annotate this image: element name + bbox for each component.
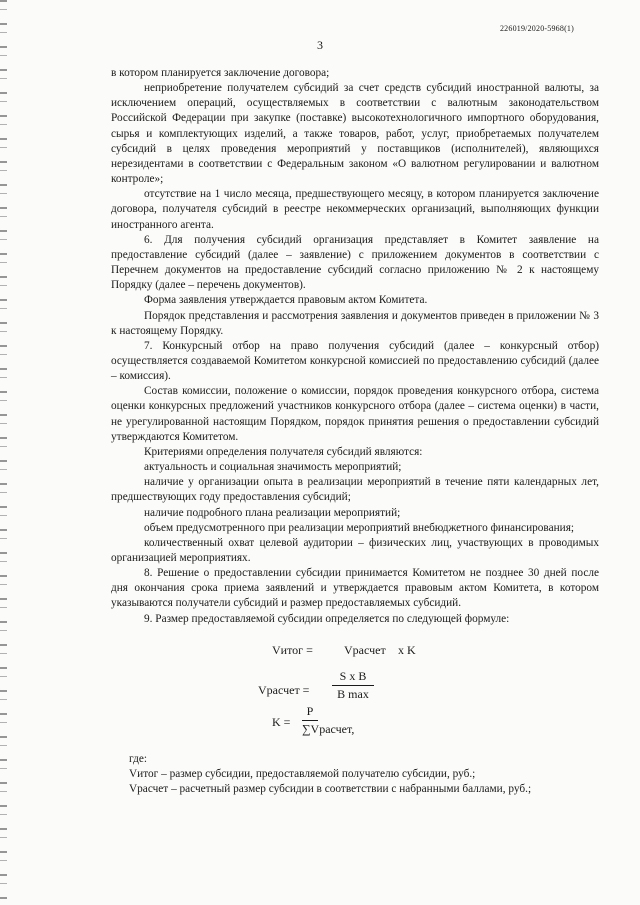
paragraph: объем предусмотренного при реализации мероприятий внебюджетного финансирования;: [144, 521, 575, 534]
paragraph: отсутствие на 1 число месяца, предшествующего месяцу, в котором планируется заключение договора, получателя субсидий в реестре некоммерческих организаций, выполняющих функции иностранного агента.: [111, 188, 599, 231]
definition-v-itog: Vитог – размер субсидии, предоставляемой получателю субсидии, руб.;: [129, 768, 476, 781]
paragraph: Форма заявления утверждается правовым актом Комитета.: [144, 294, 428, 307]
fraction-numerator: S x B: [332, 669, 374, 686]
fraction-numerator: P: [302, 704, 318, 721]
paragraph: Состав комиссии, положение о комиссии, порядок проведения конкурсного отбора, система оценки конкурсных предложений участников конкурсного отбора (далее – система оценки) в части, не урегулированной настоящим Порядком, порядок принятия решения о предоставлении субсидий утверждаются Комитетом.: [111, 385, 599, 443]
paragraph: Критериями определения получателя субсидий являются:: [144, 445, 423, 458]
page-number: 3: [317, 38, 323, 52]
paragraph: количественный охват целевой аудитории – физических лиц, участвующих в проводимых организацией мероприятиях.: [111, 536, 599, 564]
paragraph: наличие у организации опыта в реализации мероприятий в течение пяти календарных лет, предшествующих году предоставления субсидий;: [111, 476, 599, 504]
document-number: 226019/2020-5968(1): [499, 24, 574, 33]
paragraph: Порядок представления и рассмотрения заявления и документов приведен в приложении № 3 к настоящему Порядку.: [111, 309, 599, 337]
paragraph: актуальность и социальная значимость мероприятий;: [144, 461, 402, 474]
fraction-denominator: ∑Vрасчет,: [302, 722, 355, 736]
formula-fraction-k: [302, 704, 366, 737]
paragraph: 9. Размер предоставляемой субсидии определяется по следующей формуле:: [144, 612, 510, 625]
formula-v-raschet-label: Vрасчет =: [258, 683, 310, 697]
paragraph: 8. Решение о предоставлении субсидии принимается Комитетом не позднее 30 дней после дня окончания срока приема заявлений и утверждается правовым актом Комитета, в котором указываются получатели субсидий и размер предоставляемых субсидий.: [111, 567, 599, 610]
fraction-denominator: B max: [337, 687, 369, 701]
document-body: [111, 66, 599, 627]
definitions-intro: где:: [129, 753, 147, 765]
definition-v-raschet: Vрасчет – расчетный размер субсидии в соответствии с набранными баллами, руб.;: [129, 783, 532, 796]
paragraph: 7. Конкурсный отбор на право получения субсидий (далее – конкурсный отбор) осуществляется создаваемой Комитетом конкурсной комиссией по предоставлению субсидий (далее – комиссия).: [111, 339, 599, 383]
paragraph: 6. Для получения субсидий организация представляет в Комитет заявление на предоставление субсидий (далее – заявление) с приложением документов в соответствии с Перечнем документов на предоставление субсидий согласно приложению № 2 к настоящему Порядку (далее – перечень документов).: [111, 233, 599, 292]
paragraph: наличие подробного плана реализации мероприятий;: [144, 506, 401, 519]
formula-v-itog-label: Vитог =: [272, 643, 313, 657]
formula-k-term: x K: [398, 643, 416, 657]
formula-v-raschet-term: Vрасчет: [344, 643, 386, 657]
formula-definitions: [111, 752, 599, 798]
paragraph: неприобретение получателем субсидий за счет средств субсидий иностранной валюты, за исключением операций, осуществляемых в соответствии с валютным законодательством Российской Федерации при закупке (поставке) высокотехнологичного импортного оборудования, сырья и комплектующих изделий, а также товаров, работ, услуг, приобретаемых получателем субсидий в целях проведения мероприятий у поставщиков (исполнителей), являющихся нерезидентами в соответствии с Федеральным законом «О валютном регулировании и валютном контроле»;: [111, 82, 599, 186]
formula-fraction-sxb: [332, 669, 374, 702]
formula-k-label: K =: [272, 715, 291, 729]
paragraph: в котором планируется заключение договора;: [111, 67, 330, 79]
scan-edge-artifact: [0, 0, 7, 905]
